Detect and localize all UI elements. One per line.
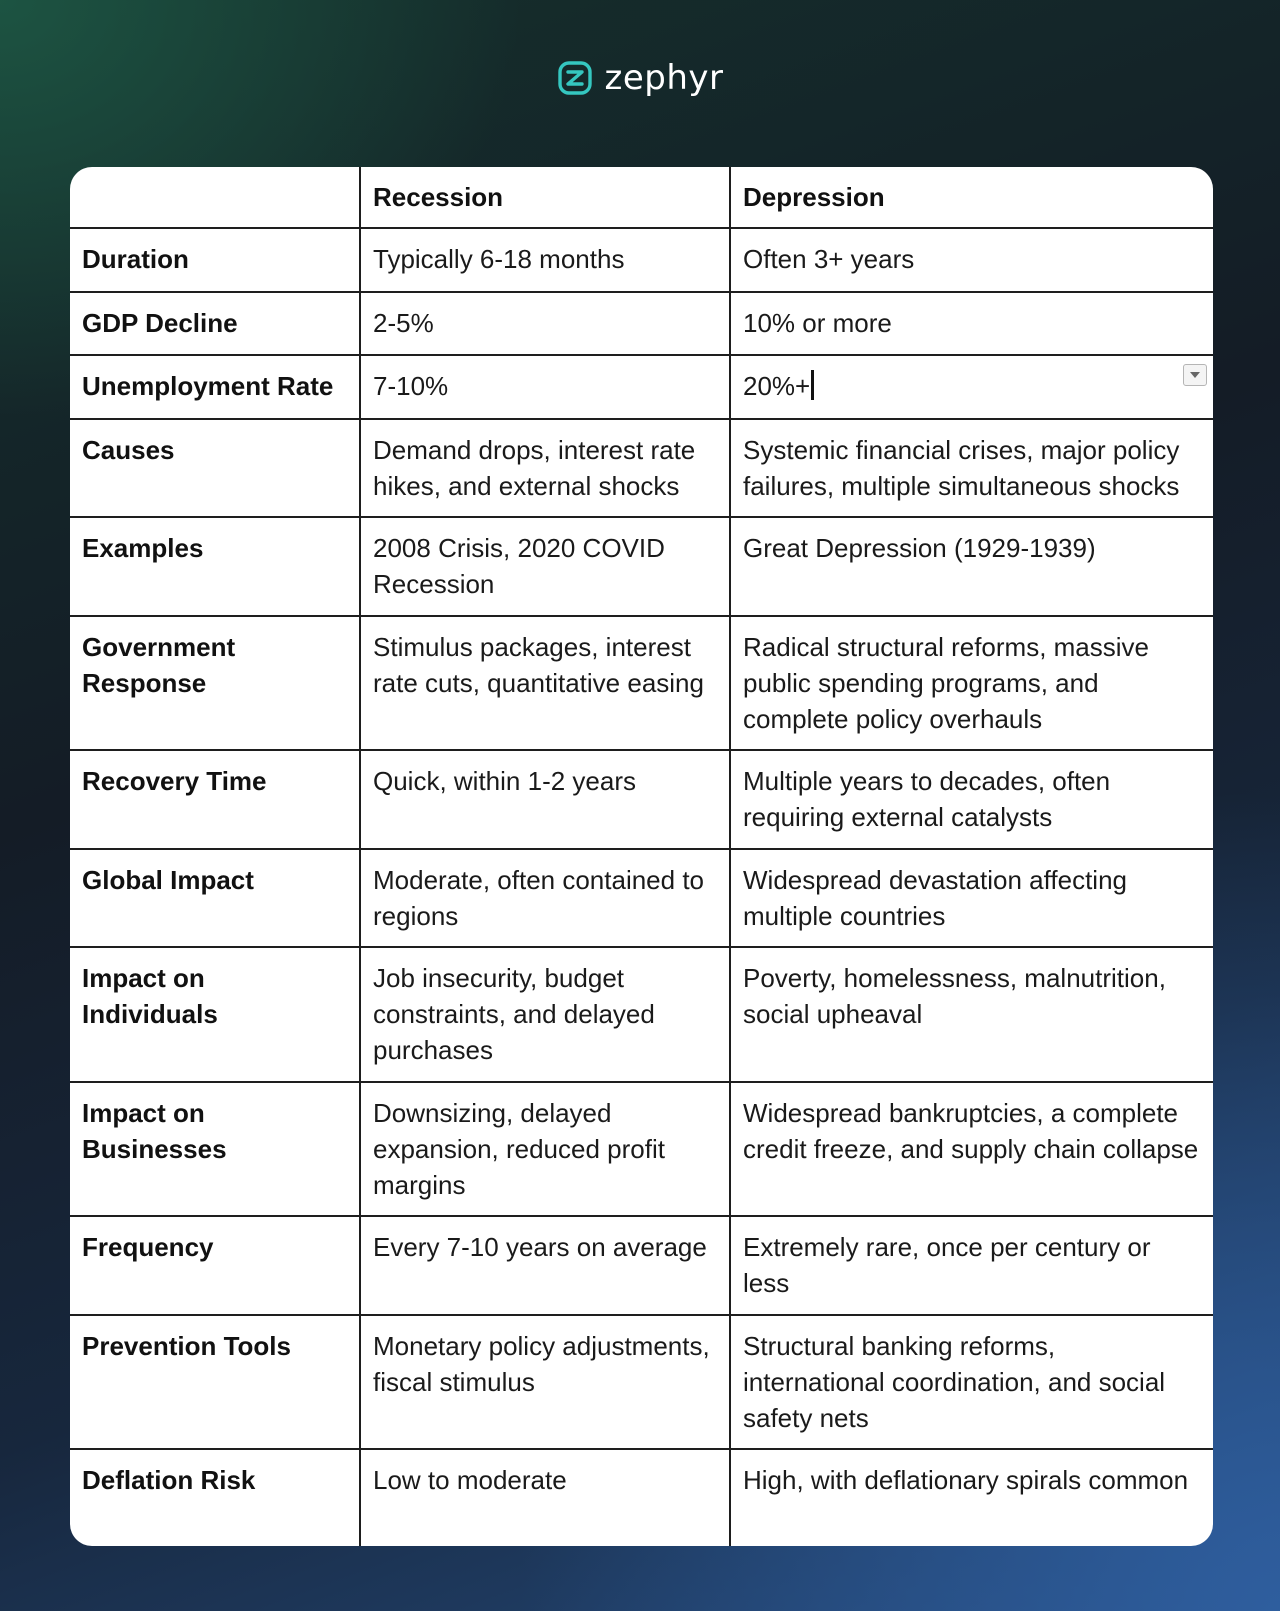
brand-header — [0, 58, 1280, 98]
active-editing-cell[interactable] — [730, 355, 1213, 419]
recession-cell[interactable]: Quick, within 1-2 years — [360, 750, 730, 849]
depression-cell[interactable]: Extremely rare, once per century or less — [730, 1216, 1213, 1315]
table-row-government-response — [70, 616, 1213, 750]
row-label[interactable]: Government Response — [70, 616, 360, 750]
zephyr-logo-icon — [557, 60, 593, 96]
comparison-table — [70, 167, 1213, 1546]
depression-cell[interactable]: Widespread devastation affecting multiple countries — [730, 849, 1213, 947]
row-label[interactable]: Unemployment Rate — [70, 355, 360, 419]
row-label[interactable]: Examples — [70, 517, 360, 616]
depression-cell[interactable]: Poverty, homelessness, malnutrition, social upheaval — [730, 947, 1213, 1082]
table-row-deflation-risk — [70, 1449, 1213, 1546]
depression-cell[interactable]: Structural banking reforms, international coordination, and social safety nets — [730, 1315, 1213, 1449]
table-row-prevention-tools — [70, 1315, 1213, 1449]
row-label[interactable]: Impact on Businesses — [70, 1082, 360, 1216]
depression-cell[interactable]: 10% or more — [730, 292, 1213, 355]
table-row-unemployment-rate — [70, 355, 1213, 419]
recession-cell[interactable]: 2-5% — [360, 292, 730, 355]
header-cell-recession[interactable]: Recession — [360, 167, 730, 228]
depression-cell[interactable]: Great Depression (1929-1939) — [730, 517, 1213, 616]
row-label[interactable]: Deflation Risk — [70, 1449, 360, 1546]
table-row-examples — [70, 517, 1213, 616]
recession-cell[interactable]: Moderate, often contained to regions — [360, 849, 730, 947]
recession-cell[interactable]: 7-10% — [360, 355, 730, 419]
recession-cell[interactable]: Monetary policy adjustments, fiscal stimulus — [360, 1315, 730, 1449]
depression-cell[interactable]: Widespread bankruptcies, a complete credit freeze, and supply chain collapse — [730, 1082, 1213, 1216]
depression-cell[interactable]: Often 3+ years — [730, 228, 1213, 292]
comparison-table-card — [70, 167, 1213, 1546]
table-row-global-impact — [70, 849, 1213, 947]
row-label[interactable]: Prevention Tools — [70, 1315, 360, 1449]
row-label[interactable]: Global Impact — [70, 849, 360, 947]
row-label[interactable]: Impact on Individuals — [70, 947, 360, 1082]
depression-cell[interactable]: Systemic financial crises, major policy failures, multiple simultaneous shocks — [730, 419, 1213, 517]
recession-cell[interactable]: Stimulus packages, interest rate cuts, quantitative easing — [360, 616, 730, 750]
depression-cell[interactable]: Radical structural reforms, massive public spending programs, and complete policy overhauls — [730, 616, 1213, 750]
header-cell-depression[interactable]: Depression — [730, 167, 1213, 228]
row-label[interactable]: Causes — [70, 419, 360, 517]
recession-cell[interactable]: Typically 6-18 months — [360, 228, 730, 292]
table-row-frequency — [70, 1216, 1213, 1315]
recession-cell[interactable]: Job insecurity, budget constraints, and delayed purchases — [360, 947, 730, 1082]
recession-cell[interactable]: Low to moderate — [360, 1449, 730, 1546]
row-label[interactable]: Recovery Time — [70, 750, 360, 849]
header-cell-empty[interactable] — [70, 167, 360, 228]
table-row-impact-on-individuals — [70, 947, 1213, 1082]
cell-dropdown-button[interactable] — [1183, 364, 1207, 386]
table-row-recovery-time — [70, 750, 1213, 849]
depression-cell[interactable]: High, with deflationary spirals common — [730, 1449, 1213, 1546]
row-label[interactable]: Duration — [70, 228, 360, 292]
row-label[interactable]: Frequency — [70, 1216, 360, 1315]
table-row-duration — [70, 228, 1213, 292]
depression-cell[interactable]: Multiple years to decades, often requiring external catalysts — [730, 750, 1213, 849]
chevron-down-icon — [1189, 371, 1201, 379]
cell-text: 20%+ — [743, 371, 811, 401]
recession-cell[interactable]: 2008 Crisis, 2020 COVID Recession — [360, 517, 730, 616]
table-row-impact-on-businesses — [70, 1082, 1213, 1216]
recession-cell[interactable]: Demand drops, interest rate hikes, and external shocks — [360, 419, 730, 517]
table-row-causes — [70, 419, 1213, 517]
table-header-row — [70, 167, 1213, 228]
table-row-gdp-decline — [70, 292, 1213, 355]
row-label[interactable]: GDP Decline — [70, 292, 360, 355]
recession-cell[interactable]: Every 7-10 years on average — [360, 1216, 730, 1315]
recession-cell[interactable]: Downsizing, delayed expansion, reduced profit margins — [360, 1082, 730, 1216]
text-cursor — [811, 370, 814, 400]
brand-name: zephyr — [604, 58, 724, 98]
